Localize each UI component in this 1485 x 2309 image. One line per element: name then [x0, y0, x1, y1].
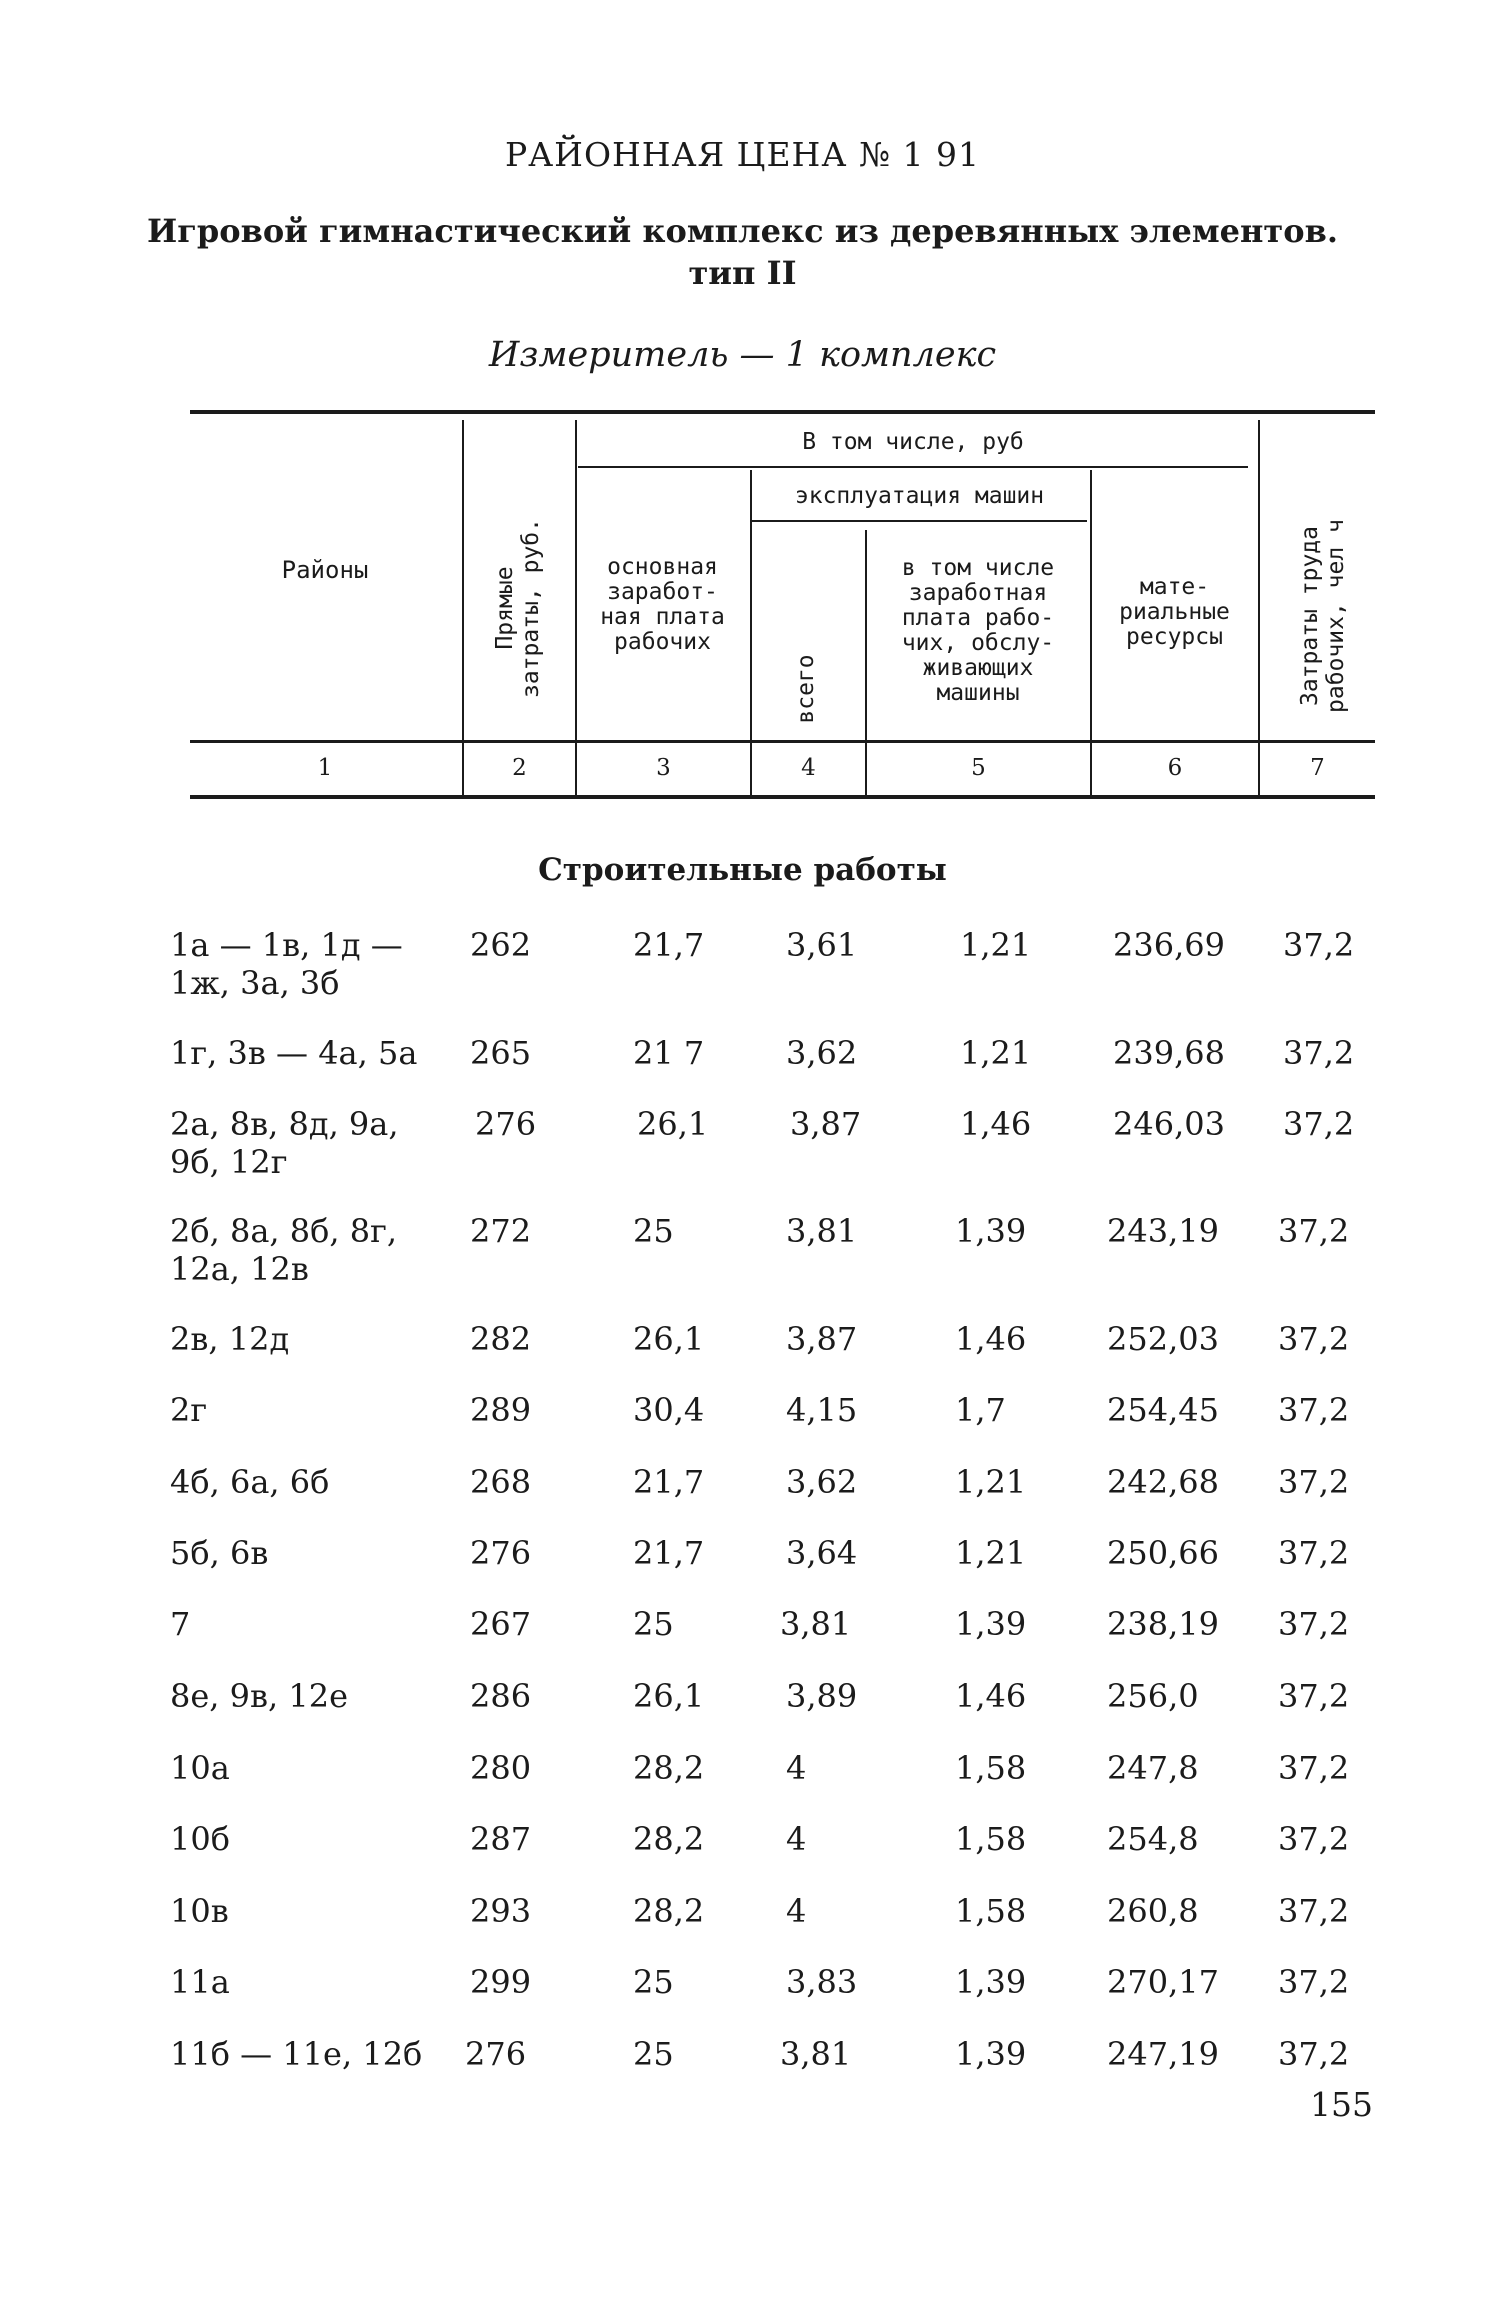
labor-cell: 37,2: [1283, 926, 1355, 964]
head-machines-total: всего: [793, 654, 819, 724]
machines-total-cell: 4: [786, 1749, 807, 1787]
direct-cost-cell: 299: [470, 1963, 532, 2001]
col-number-7: 7: [1310, 755, 1325, 781]
wages-cell: 25: [633, 1605, 674, 1643]
rule-machines: [752, 520, 1087, 522]
wages-cell: 28,2: [633, 1749, 705, 1787]
direct-cost-cell: 268: [470, 1463, 532, 1501]
machines-total-cell: 3,64: [786, 1534, 858, 1572]
head-machine-wages: в том числе заработная плата рабо- чих, обслу- живающих машины: [901, 555, 1055, 706]
title-line-2: тип II: [688, 254, 797, 292]
labor-cell: 37,2: [1278, 1320, 1350, 1358]
machines-total-cell: 3,81: [780, 1605, 852, 1643]
wages-cell: 28,2: [633, 1820, 705, 1858]
direct-cost-cell: 267: [470, 1605, 532, 1643]
materials-cell: 256,0: [1107, 1677, 1199, 1715]
direct-cost-cell: 262: [470, 926, 532, 964]
machines-total-cell: 3,87: [786, 1320, 858, 1358]
region-cell: 11а: [170, 1963, 230, 2001]
region-cell: 2г: [170, 1391, 208, 1429]
machine-wages-cell: 1,7: [955, 1391, 1006, 1429]
materials-cell: 260,8: [1107, 1892, 1199, 1930]
vline-2: [575, 420, 577, 795]
head-materials: мате- риальные ресурсы: [1119, 574, 1230, 650]
col-number-3: 3: [656, 755, 671, 781]
rule-numbers-bottom: [190, 795, 1375, 799]
rule-incl: [578, 466, 1248, 468]
col-number-4: 4: [801, 755, 816, 781]
materials-cell: 254,45: [1107, 1391, 1219, 1429]
direct-cost-cell: 286: [470, 1677, 532, 1715]
region-cell: 5б, 6в: [170, 1534, 269, 1572]
machine-wages-cell: 1,58: [955, 1820, 1027, 1858]
materials-cell: 246,03: [1113, 1105, 1225, 1143]
vline-6: [1258, 420, 1260, 795]
materials-cell: 250,66: [1107, 1534, 1219, 1572]
col-number-5: 5: [971, 755, 986, 781]
wages-cell: 25: [633, 2035, 674, 2073]
wages-cell: 28,2: [633, 1892, 705, 1930]
direct-cost-cell: 287: [470, 1820, 532, 1858]
wages-cell: 26,1: [633, 1320, 705, 1358]
labor-cell: 37,2: [1278, 1963, 1350, 2001]
materials-cell: 238,19: [1107, 1605, 1219, 1643]
vline-1: [462, 420, 464, 795]
direct-cost-cell: 276: [465, 2035, 527, 2073]
region-cell: 4б, 6а, 6б: [170, 1463, 330, 1501]
labor-cell: 37,2: [1283, 1105, 1355, 1143]
machines-total-cell: 4: [786, 1820, 807, 1858]
wages-cell: 25: [633, 1212, 674, 1250]
machines-total-cell: 4: [786, 1892, 807, 1930]
labor-cell: 37,2: [1278, 1677, 1350, 1715]
head-regions: Районы: [281, 556, 369, 584]
materials-cell: 236,69: [1113, 926, 1225, 964]
region-cell: 1а — 1в, 1д — 1ж, 3а, 3б: [170, 926, 403, 1002]
machines-total-cell: 4,15: [786, 1391, 858, 1429]
wages-cell: 25: [633, 1963, 674, 2001]
region-cell: 8е, 9в, 12е: [170, 1677, 349, 1715]
machine-wages-cell: 1,21: [955, 1463, 1027, 1501]
labor-cell: 37,2: [1283, 1034, 1355, 1072]
direct-cost-cell: 272: [470, 1212, 532, 1250]
direct-cost-cell: 282: [470, 1320, 532, 1358]
region-cell: 10б: [170, 1820, 230, 1858]
rule-head-bottom: [190, 740, 1375, 743]
vline-5: [1090, 470, 1092, 795]
wages-cell: 21,7: [633, 1463, 705, 1501]
wages-cell: 21,7: [633, 926, 705, 964]
materials-cell: 239,68: [1113, 1034, 1225, 1072]
direct-cost-cell: 289: [470, 1391, 532, 1429]
region-cell: 10а: [170, 1749, 230, 1787]
page-number: 155: [1310, 2085, 1373, 2124]
wages-cell: 26,1: [637, 1105, 709, 1143]
labor-cell: 37,2: [1278, 1212, 1350, 1250]
labor-cell: 37,2: [1278, 1892, 1350, 1930]
wages-cell: 21,7: [633, 1534, 705, 1572]
machine-wages-cell: 1,21: [955, 1534, 1027, 1572]
region-cell: 10в: [170, 1892, 229, 1930]
measure-unit: Измеритель — 1 комплекс: [488, 335, 997, 375]
machine-wages-cell: 1,39: [955, 1963, 1027, 2001]
rule-top: [190, 410, 1375, 414]
head-including: В том числе, руб: [802, 429, 1024, 455]
col-number-6: 6: [1167, 755, 1183, 781]
region-cell: 2а, 8в, 8д, 9а, 9б, 12г: [170, 1105, 399, 1181]
materials-cell: 254,8: [1107, 1820, 1199, 1858]
region-cell: 2б, 8а, 8б, 8г, 12а, 12в: [170, 1212, 398, 1288]
head-direct-costs: Прямые затраты, руб.: [492, 518, 544, 699]
col-number-2: 2: [512, 755, 527, 781]
labor-cell: 37,2: [1278, 1463, 1350, 1501]
head-labor-costs: Затраты труда рабочих, чел ч: [1297, 519, 1349, 713]
machine-wages-cell: 1,39: [955, 1605, 1027, 1643]
machine-wages-cell: 1,39: [955, 1212, 1027, 1250]
wages-cell: 26,1: [633, 1677, 705, 1715]
machine-wages-cell: 1,39: [955, 2035, 1027, 2073]
machines-total-cell: 3,83: [786, 1963, 858, 2001]
machines-total-cell: 3,62: [786, 1463, 858, 1501]
region-cell: 11б — 11е, 12б: [170, 2035, 423, 2073]
direct-cost-cell: 276: [475, 1105, 537, 1143]
machine-wages-cell: 1,46: [955, 1677, 1027, 1715]
labor-cell: 37,2: [1278, 1749, 1350, 1787]
materials-cell: 242,68: [1107, 1463, 1219, 1501]
wages-cell: 21 7: [633, 1034, 705, 1072]
materials-cell: 243,19: [1107, 1212, 1219, 1250]
materials-cell: 270,17: [1107, 1963, 1219, 2001]
machines-total-cell: 3,89: [786, 1677, 858, 1715]
labor-cell: 37,2: [1278, 2035, 1350, 2073]
head-base-wages: основная заработ- ная плата рабочих: [600, 554, 725, 655]
labor-cell: 37,2: [1278, 1605, 1350, 1643]
wages-cell: 30,4: [633, 1391, 705, 1429]
head-machines: эксплуатация машин: [794, 483, 1045, 509]
price-code: РАЙОННАЯ ЦЕНА № 1 91: [504, 135, 981, 174]
machines-total-cell: 3,61: [786, 926, 858, 964]
materials-cell: 247,19: [1107, 2035, 1219, 2073]
col-number-1: 1: [317, 755, 333, 781]
machines-total-cell: 3,81: [780, 2035, 852, 2073]
title-line-1: Игровой гимнастический комплекс из деревянных элементов.: [147, 212, 1338, 250]
region-cell: 7: [170, 1605, 191, 1643]
machine-wages-cell: 1,21: [960, 926, 1032, 964]
page-title: [0, 210, 1485, 294]
labor-cell: 37,2: [1278, 1391, 1350, 1429]
direct-cost-cell: 280: [470, 1749, 532, 1787]
machine-wages-cell: 1,58: [955, 1892, 1027, 1930]
machine-wages-cell: 1,58: [955, 1749, 1027, 1787]
direct-cost-cell: 293: [470, 1892, 532, 1930]
machine-wages-cell: 1,21: [960, 1034, 1032, 1072]
direct-cost-cell: 265: [470, 1034, 532, 1072]
materials-cell: 252,03: [1107, 1320, 1219, 1358]
machines-total-cell: 3,81: [786, 1212, 858, 1250]
machines-total-cell: 3,62: [786, 1034, 858, 1072]
machines-total-cell: 3,87: [790, 1105, 862, 1143]
labor-cell: 37,2: [1278, 1534, 1350, 1572]
labor-cell: 37,2: [1278, 1820, 1350, 1858]
materials-cell: 247,8: [1107, 1749, 1199, 1787]
section-title: Строительные работы: [538, 852, 947, 888]
region-cell: 1г, 3в — 4а, 5а: [170, 1034, 418, 1072]
machine-wages-cell: 1,46: [955, 1320, 1027, 1358]
vline-3: [750, 470, 752, 795]
machine-wages-cell: 1,46: [960, 1105, 1032, 1143]
direct-cost-cell: 276: [470, 1534, 532, 1572]
region-cell: 2в, 12д: [170, 1320, 290, 1358]
